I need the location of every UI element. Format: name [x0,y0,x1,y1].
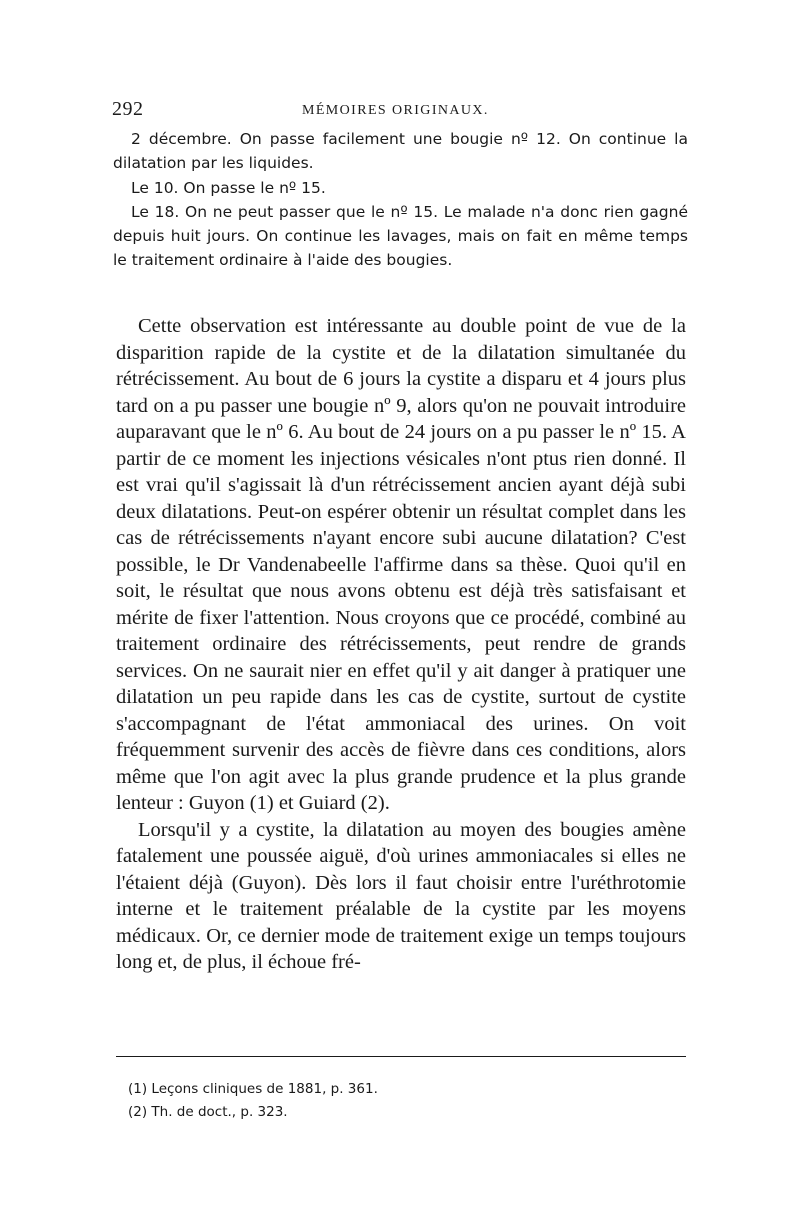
body-paragraph: Cette observation est intéressante au double point de vue de la disparition rapide de la cystite et de la dilatation simultanée du rétrécissement. Au bout de 6 jours la cystite a disparu et 4 jours plus tard on a pu passer une bougie nº 9, alors qu'on ne pouvait introduire auparavant que le nº 6. Au bout de 24 jours on a pu passer le nº 15. A partir de ce moment les injections vésicales n'ont ptus rien donné. Il est vrai qu'il s'agissait là d'un rétrécissement ancien ayant déjà subi deux dilatations. Peut-on espérer obtenir un résultat complet dans les cas de rétrécissements n'ayant encore subi aucune dilatation? C'est possible, le Dr Vandenabeelle l'affirme dans sa thèse. Quoi qu'il en soit, le résultat que nous avons obtenu est déjà très satisfaisant et mérite de fixer l'attention. Nous croyons que ce procédé, combiné au traitement ordinaire des rétrécissements, peut rendre de grands services. On ne saurait nier en effet qu'il y ait danger à pratiquer une dilatation un peu rapide dans les cas de cystite, surtout de cystite s'accompagnant de l'état ammoniacal des urines. On voit fréquemment survenir des accès de fièvre dans ces conditions, alors même que l'on agit avec la plus grande prudence et la plus grande lenteur : Guyon (1) et Guiard (2). [116,315,686,814]
case-notes [113,127,688,273]
case-note-paragraph: Le 10. On passe le nº 15. [131,178,326,197]
footnote: (2) Th. de doct., p. 323. [128,1104,288,1120]
running-head [112,98,687,126]
page-number: 292 [112,98,144,120]
footnote: (1) Leçons cliniques de 1881, p. 361. [128,1081,378,1097]
main-text [116,313,686,976]
case-note-paragraph: Le 18. On ne peut passer que le nº 15. Le malade n'a donc rien gagné depuis huit jours. On continue les lavages, mais on fait en même temps le traitement ordinaire à l'aide des bougies. [113,202,688,270]
footnote-divider [116,1056,686,1057]
body-paragraph: Lorsqu'il y a cystite, la dilatation au moyen des bougies amène fatalement une poussée aiguë, d'où urines ammoniacales si elles ne l'étaient déjà (Guyon). Dès lors il faut choisir entre l'uréthrotomie interne et le traitement préalable de la cystite par les moyens médicaux. Or, ce dernier mode de traitement exige un temps toujours long et, de plus, il échoue fré- [116,818,686,973]
running-title: MÉMOIRES ORIGINAUX. [302,103,489,118]
case-note-paragraph: 2 décembre. On passe facilement une bougie nº 12. On continue la dilatation par les liquides. [113,130,688,173]
footnotes [128,1078,668,1124]
